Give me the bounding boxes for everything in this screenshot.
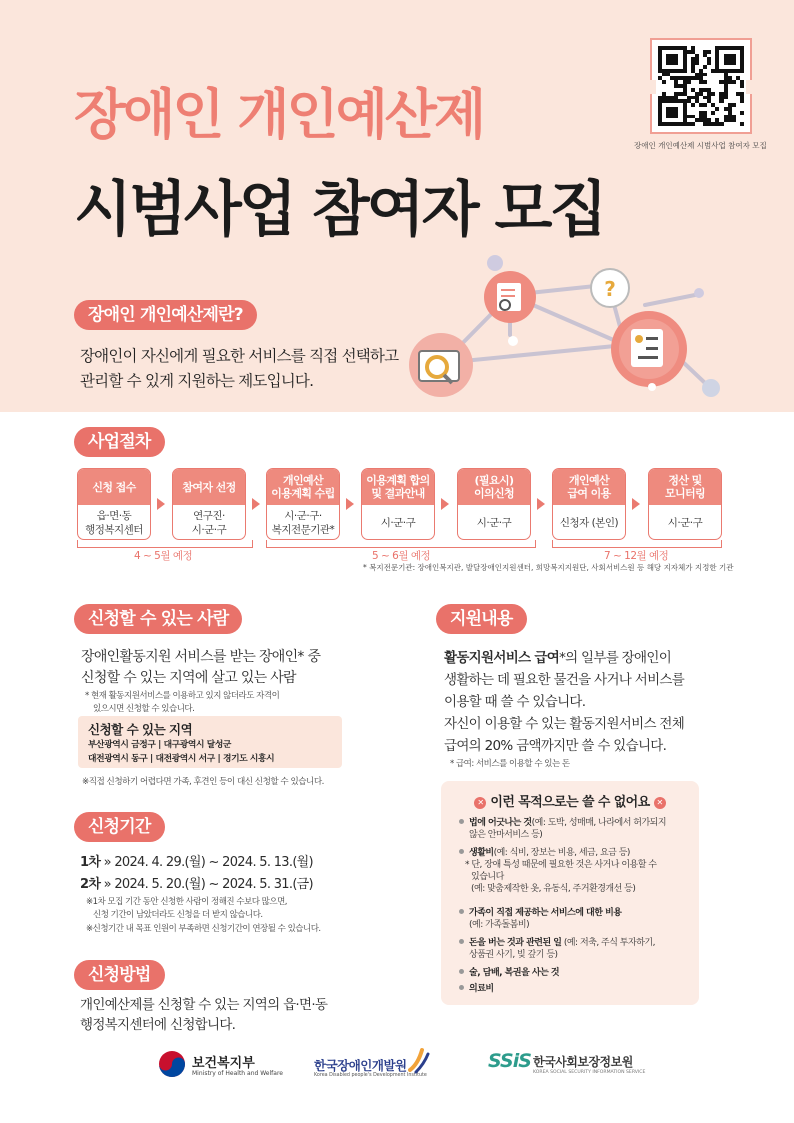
restriction-item [459, 983, 494, 996]
procedure-step-title: 개인예산 급여 이용 [553, 469, 625, 505]
folder-search-node [409, 333, 473, 397]
procedure-step [648, 468, 722, 540]
restriction-item-cont: (예: 맞춤제작한 옷, 유동식, 주거환경개선 등) [471, 884, 636, 894]
ssis-mark: SSiS [488, 1050, 531, 1072]
procedure-step-body: 읍·면·동 행정복지센터 [85, 510, 143, 536]
arrow-right-icon [441, 498, 449, 510]
arrow-right-icon [346, 498, 354, 510]
bullet-icon [459, 985, 464, 990]
support-line-3: 이용할 때 쓸 수 있습니다. [444, 694, 586, 710]
arrow-right-icon [252, 498, 260, 510]
decor-dot [487, 255, 503, 271]
procedure-step-title: (필요시) 이의신청 [458, 469, 530, 505]
method-line-1: 개인예산제를 신청할 수 있는 지역의 읍·면·동 [80, 997, 328, 1013]
restriction-box [441, 781, 699, 1005]
restriction-item [459, 937, 655, 950]
restriction-item-rest: (예: 식비, 장보는 비용, 세금, 요금 등) [493, 848, 630, 858]
frame-notch [650, 80, 656, 94]
procedure-heading: 사업절차 [74, 427, 165, 457]
mohw-taegeuk-icon [158, 1050, 186, 1078]
procedure-step-body: 시·군·구· 복지전문기관* [271, 510, 335, 536]
region-line-2: 대전광역시 동구 | 대전광역시 서구 | 경기도 시흥시 [88, 754, 275, 764]
arrow-right-icon [157, 498, 165, 510]
definition-heading: 장애인 개인예산제란? [74, 300, 257, 330]
decor-dot [694, 288, 704, 298]
procedure-step-title: 신청 접수 [78, 469, 150, 505]
round-1-label: 1차 [80, 855, 101, 870]
x-circle-icon: ✕ [474, 797, 486, 809]
method-heading: 신청방법 [74, 960, 165, 990]
bullet-icon [459, 819, 464, 824]
eligible-line-1: 장애인활동지원 서비스를 받는 장애인* 중 [81, 649, 321, 665]
procedure-step [172, 468, 246, 540]
title-line-1: 장애인 개인예산제 [74, 83, 484, 146]
restriction-item-bold: 생활비 [469, 848, 494, 858]
support-note: * 급여: 서비스를 이용할 수 있는 돈 [450, 759, 570, 769]
restriction-item-cont: 있습니다 [471, 872, 504, 882]
restriction-item-cont: 상품권 사기, 빚 갚기 등) [469, 950, 558, 960]
definition-text [80, 344, 398, 394]
support-line-4: 자신이 이용할 수 있는 활동지원서비스 전체 [444, 716, 685, 732]
qr-module [740, 122, 744, 126]
restriction-title-text: 이런 목적으로는 쓸 수 없어요 [490, 795, 650, 810]
support-line-1 [444, 646, 671, 666]
procedure-step-title: 정산 및 모니터링 [649, 469, 721, 505]
decor-dot [702, 379, 720, 397]
ssis-name: 한국사회보장정보원 [533, 1055, 633, 1069]
qr-code-icon[interactable] [658, 46, 744, 126]
eligible-heading: 신청할 수 있는 사람 [74, 604, 242, 634]
restriction-item-cont: * 단, 장애 특성 때문에 필요한 것은 사거나 이용할 수 [465, 860, 657, 870]
definition-line-1: 장애인이 자신에게 필요한 서비스를 직접 선택하고 [80, 347, 399, 365]
procedure-step-body: 시·군·구 [667, 517, 703, 529]
period-note-1: ※1차 모집 기간 동안 신청한 사람이 정해진 수보다 많으면, [86, 897, 287, 907]
restriction-item-rest: (예: 도박, 성매매, 나라에서 허가되지 [531, 818, 667, 828]
restriction-item-cont: (예: 가족돌봄비) [469, 920, 530, 930]
title-line-2: 시범사업 참여자 모집 [74, 175, 605, 245]
qr-caption: 장애인 개인예산제 시범사업 참여자 모집 [634, 141, 767, 150]
period-bracket [266, 540, 536, 548]
period-bracket [552, 540, 722, 548]
procedure-step-body: 신청자 (본인) [559, 517, 619, 529]
eligible-line-2: 신청할 수 있는 지역에 살고 있는 사람 [81, 670, 296, 686]
koddi-name-en: Korea Disabled people's Development Institute [314, 1073, 427, 1078]
procedure-footnote: * 복지전문기관: 장애인복지관, 발달장애인지원센터, 희망복지지원단, 사회서비스원 등 해당 지자체가 지정한 기관 [363, 563, 734, 572]
restriction-item [459, 967, 559, 980]
period-note-2: 신청 기간이 남았더라도 신청을 더 받지 않습니다. [93, 910, 263, 920]
koddi-name: 한국장애인개발원 [314, 1058, 407, 1073]
decor-dot [648, 383, 656, 391]
procedure-step [457, 468, 531, 540]
round-2 [80, 873, 313, 892]
support-line-1-rest: *의 일부를 장애인이 [559, 650, 672, 666]
restriction-item [459, 817, 666, 830]
x-circle-icon: ✕ [654, 797, 666, 809]
restriction-item-rest: (예: 저축, 주식 투자하기, [561, 938, 655, 948]
period-label: 7 ~ 12월 예정 [604, 550, 669, 562]
period-note-3: ※신청기간 내 목표 인원이 부족하면 신청기간이 연장될 수 있습니다. [86, 924, 321, 934]
period-label: 5 ~ 6월 예정 [372, 550, 431, 562]
procedure-step-title: 참여자 선정 [173, 469, 245, 505]
bullet-icon [459, 939, 464, 944]
arrow-right-icon [537, 498, 545, 510]
decor-dot [508, 336, 518, 346]
ssis-name-en: KOREA SOCIAL SECURITY INFORMATION SERVICE [533, 1070, 646, 1075]
procedure-step-title: 이용계획 합의 및 결과안내 [362, 469, 434, 505]
support-line-5: 급여의 20% 금액까지만 쓸 수 있습니다. [444, 738, 667, 754]
procedure-step-title: 개인예산 이용계획 수립 [267, 469, 339, 505]
question-bubble-icon [591, 269, 629, 307]
restriction-item [459, 907, 621, 920]
frame-notch [746, 80, 752, 94]
region-title: 신청할 수 있는 지역 [88, 722, 193, 737]
eligible-note-2: 있으시면 신청할 수 있습니다. [93, 704, 195, 714]
arrow-right-icon [632, 498, 640, 510]
round-1 [80, 851, 313, 870]
procedure-step [266, 468, 340, 540]
round-1-dates: » 2024. 4. 29.(월) ~ 2024. 5. 13.(월) [100, 855, 313, 870]
restriction-item-bold: 술, 담배, 복권을 사는 것 [469, 968, 560, 978]
procedure-step [361, 468, 435, 540]
restriction-item [459, 847, 630, 860]
restriction-item-bold: 법에 어긋나는 것 [469, 818, 532, 828]
mohw-name-en: Ministry of Health and Welfare [192, 1070, 283, 1077]
support-line-1-bold: 활동지원서비스 급여 [444, 650, 560, 666]
support-line-2: 생활하는 데 필요한 물건을 사거나 서비스를 [444, 672, 685, 688]
svg-text:?: ? [604, 277, 616, 301]
qr-code-frame[interactable] [650, 38, 752, 134]
bullet-icon [459, 969, 464, 974]
document-node [484, 271, 536, 323]
restriction-item-cont: 않은 안마서비스 등) [469, 830, 543, 840]
restriction-item-bold: 가족이 직접 제공하는 서비스에 대한 비용 [469, 908, 622, 918]
definition-line-2: 관리할 수 있게 지원하는 제도입니다. [80, 372, 314, 390]
period-bracket [77, 540, 253, 548]
round-2-dates: » 2024. 5. 20.(월) ~ 2024. 5. 31.(금) [100, 877, 313, 892]
region-box [78, 716, 342, 768]
method-line-2: 행정복지센터에 신청합니다. [80, 1017, 236, 1033]
procedure-step [77, 468, 151, 540]
period-heading: 신청기간 [74, 812, 165, 842]
round-2-label: 2차 [80, 877, 101, 892]
koddi-swoosh-icon [408, 1046, 430, 1074]
region-line-1: 부산광역시 금정구 | 대구광역시 달성군 [88, 740, 232, 750]
procedure-step [552, 468, 626, 540]
footer-logos [0, 1046, 794, 1086]
procedure-step-body: 연구진· 시·군·구 [191, 510, 227, 536]
restriction-item-bold: 의료비 [469, 984, 494, 994]
bullet-icon [459, 909, 464, 914]
eligible-note-1: * 현재 활동지원서비스를 이용하고 있지 않더라도 자격이 [85, 691, 280, 701]
proxy-note: ※직접 신청하기 어렵다면 가족, 후견인 등이 대신 신청할 수 있습니다. [82, 777, 324, 787]
bullet-icon [459, 849, 464, 854]
restriction-item-bold: 돈을 버는 것과 관련된 일 [469, 938, 562, 948]
procedure-step-body: 시·군·구 [380, 517, 416, 529]
period-label: 4 ~ 5월 예정 [134, 550, 193, 562]
procedure-step-body: 시·군·구 [476, 517, 512, 529]
restriction-title [441, 791, 699, 810]
network-illustration [395, 255, 735, 415]
support-heading: 지원내용 [436, 604, 527, 634]
mohw-name: 보건복지부 [192, 1056, 255, 1071]
checklist-node [611, 311, 687, 387]
